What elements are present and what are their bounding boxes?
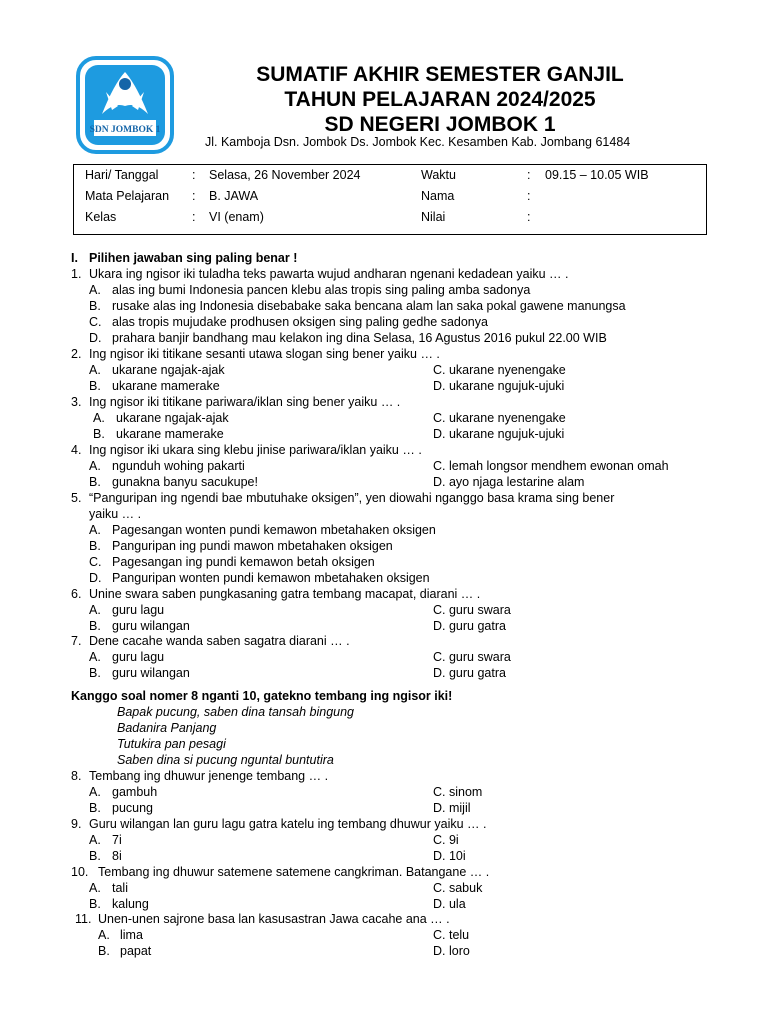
option-letter: B. bbox=[89, 849, 101, 863]
option-letter: A. bbox=[89, 785, 101, 799]
option-c: C. sabuk bbox=[433, 881, 483, 895]
option-letter: A. bbox=[89, 363, 101, 377]
option-letter: B. bbox=[89, 619, 101, 633]
option-letter: B. bbox=[89, 539, 101, 553]
question-number: 4. bbox=[71, 443, 82, 457]
option-letter: B. bbox=[89, 475, 101, 489]
question-text: Unine swara saben pungkasaning gatra tembang macapat, diarani … . bbox=[89, 587, 481, 601]
option-b: rusake alas ing Indonesia disebabake saka bencana alam lan saka pokal gawene manungsa bbox=[112, 299, 626, 313]
option-letter: A. bbox=[89, 523, 101, 537]
option-c: C. ukarane nyenengake bbox=[433, 363, 566, 377]
time-value: 09.15 – 10.05 WIB bbox=[545, 168, 649, 182]
option-letter: C. bbox=[89, 315, 102, 329]
question-text: “Panguripan ing ngendi bae mbutuhake oksigen”, yen diowahi nganggo basa krama sing bener bbox=[89, 491, 615, 505]
option-b: gunakna banyu sacukupe! bbox=[112, 475, 258, 489]
day-value: Selasa, 26 November 2024 bbox=[209, 168, 361, 182]
question-text: Unen-unen sajrone basa lan kasusastran Jawa cacahe ana … . bbox=[98, 912, 450, 926]
school-header bbox=[190, 62, 690, 137]
option-letter: A. bbox=[98, 928, 110, 942]
option-b: pucung bbox=[112, 801, 154, 815]
day-sep: : bbox=[192, 168, 196, 182]
option-b: kalung bbox=[112, 897, 149, 911]
score-field[interactable]: : bbox=[527, 210, 531, 224]
poem-instruction: Kanggo soal nomer 8 nganti 10, gatekno tembang ing ngisor iki! bbox=[71, 689, 453, 703]
option-c: C. guru swara bbox=[433, 650, 511, 664]
option-b: Panguripan ing pundi mawon mbetahaken oksigen bbox=[112, 539, 393, 553]
question-number: 1. bbox=[71, 267, 82, 281]
option-a: guru lagu bbox=[112, 650, 165, 664]
option-letter: A. bbox=[89, 283, 101, 297]
option-letter: B. bbox=[93, 427, 105, 441]
option-letter: B. bbox=[98, 944, 110, 958]
option-letter: D. bbox=[89, 331, 102, 345]
poem-line: Bapak pucung, saben dina tansah bingung bbox=[117, 705, 354, 719]
subject-value: B. JAWA bbox=[209, 189, 259, 203]
option-c: C. sinom bbox=[433, 785, 483, 799]
academic-year: TAHUN PELAJARAN 2024/2025 bbox=[284, 88, 596, 111]
option-c: C. 9i bbox=[433, 833, 459, 847]
option-c: C. lemah longsor mendhem ewonan omah bbox=[433, 459, 669, 473]
option-letter: B. bbox=[89, 666, 101, 680]
option-b: ukarane mamerake bbox=[112, 379, 220, 393]
question-text-cont: yaiku … . bbox=[89, 507, 142, 521]
exam-title: SUMATIF AKHIR SEMESTER GANJIL bbox=[256, 63, 624, 86]
option-letter: B. bbox=[89, 299, 101, 313]
option-b: guru wilangan bbox=[112, 619, 190, 633]
question-number: 2. bbox=[71, 347, 82, 361]
option-a: lima bbox=[120, 928, 143, 942]
section-number: I. bbox=[71, 251, 78, 265]
exam-info-table bbox=[73, 164, 707, 235]
class-sep: : bbox=[192, 210, 196, 224]
question-number: 11. bbox=[75, 912, 92, 926]
school-logo bbox=[74, 54, 176, 158]
name-field[interactable]: : bbox=[527, 189, 531, 203]
logo-text: SDN JOMBOK 1 bbox=[89, 125, 161, 135]
option-a: gambuh bbox=[112, 785, 158, 799]
subject-label: Mata Pelajaran bbox=[85, 189, 170, 203]
poem-line: Badanira Panjang bbox=[117, 721, 217, 735]
time-sep: : bbox=[527, 168, 531, 182]
option-letter: B. bbox=[89, 801, 101, 815]
option-b: guru wilangan bbox=[112, 666, 190, 680]
class-value: VI (enam) bbox=[209, 210, 264, 224]
option-a: 7i bbox=[112, 833, 122, 847]
option-c: C. guru swara bbox=[433, 603, 511, 617]
class-label: Kelas bbox=[85, 210, 117, 224]
option-c: C. telu bbox=[433, 928, 470, 942]
option-letter: A. bbox=[89, 459, 101, 473]
option-d: Panguripan wonten pundi kemawon mbetahaken oksigen bbox=[112, 571, 430, 585]
question-text: Tembang ing dhuwur jenenge tembang … . bbox=[89, 769, 329, 783]
poem-line: Saben dina si pucung nguntal buntutira bbox=[117, 753, 334, 767]
question-text: Dene cacahe wanda saben sagatra diarani … . bbox=[89, 634, 350, 648]
option-d: D. ayo njaga lestarine alam bbox=[433, 475, 585, 489]
score-label: Nilai bbox=[421, 210, 446, 224]
option-letter: B. bbox=[89, 897, 101, 911]
question-number: 5. bbox=[71, 491, 82, 505]
option-b: papat bbox=[120, 944, 152, 958]
option-a: guru lagu bbox=[112, 603, 165, 617]
option-b: 8i bbox=[112, 849, 122, 863]
question-number: 9. bbox=[71, 817, 82, 831]
question-text: Ing ngisor iki titikane sesanti utawa slogan sing bener yaiku … . bbox=[89, 347, 440, 361]
option-d: D. guru gatra bbox=[433, 619, 506, 633]
question-number: 8. bbox=[71, 769, 82, 783]
option-c: alas tropis mujudake prodhusen oksigen sing paling gedhe sadonya bbox=[112, 315, 488, 329]
option-d: D. ukarane ngujuk-ujuki bbox=[433, 427, 565, 441]
option-letter: A. bbox=[89, 603, 101, 617]
option-letter: D. bbox=[89, 571, 102, 585]
option-c: Pagesangan ing pundi kemawon betah oksigen bbox=[112, 555, 375, 569]
poem-line: Tutukira pan pesagi bbox=[117, 737, 226, 751]
question-text: Guru wilangan lan guru lagu gatra katelu ing tembang dhuwur yaiku … . bbox=[89, 817, 487, 831]
option-a: alas ing bumi Indonesia pancen klebu alas tropis sing paling amba sadonya bbox=[112, 283, 531, 297]
option-a: Pagesangan wonten pundi kemawon mbetahaken oksigen bbox=[112, 523, 436, 537]
option-a: tali bbox=[112, 881, 128, 895]
section-title: Pilihen jawaban sing paling benar ! bbox=[89, 251, 298, 265]
option-d: D. 10i bbox=[433, 849, 466, 863]
question-text: Ing ngisor iki ukara sing klebu jinise pariwara/iklan yaiku … . bbox=[89, 443, 422, 457]
option-a: ngunduh wohing pakarti bbox=[112, 459, 245, 473]
option-a: ukarane ngajak-ajak bbox=[116, 411, 229, 425]
question-text: Ing ngisor iki titikane pariwara/iklan sing bener yaiku … . bbox=[89, 395, 401, 409]
option-letter: A. bbox=[93, 411, 105, 425]
option-letter: C. bbox=[89, 555, 102, 569]
option-b: ukarane mamerake bbox=[116, 427, 224, 441]
time-label: Waktu bbox=[421, 168, 456, 182]
question-number: 3. bbox=[71, 395, 82, 409]
name-label: Nama bbox=[421, 189, 455, 203]
option-c: C. ukarane nyenengake bbox=[433, 411, 566, 425]
option-letter: A. bbox=[89, 833, 101, 847]
question-text: Ukara ing ngisor iki tuladha teks pawarta wujud andharan ngenani kedadean yaiku … . bbox=[89, 267, 569, 281]
question-number: 10. bbox=[71, 865, 89, 879]
question-number: 7. bbox=[71, 634, 82, 648]
option-letter: A. bbox=[89, 650, 101, 664]
option-d: D. loro bbox=[433, 944, 470, 958]
option-d: prahara banjir bandhang mau kelakon ing dina Selasa, 16 Agustus 2016 pukul 22.00 WIB bbox=[112, 331, 607, 345]
option-a: ukarane ngajak-ajak bbox=[112, 363, 225, 377]
option-d: D. mijil bbox=[433, 801, 471, 815]
day-label: Hari/ Tanggal bbox=[85, 168, 159, 182]
school-address: Jl. Kamboja Dsn. Jombok Ds. Jombok Kec. Kesamben Kab. Jombang 61484 bbox=[205, 135, 631, 149]
option-letter: B. bbox=[89, 379, 101, 393]
school-name: SD NEGERI JOMBOK 1 bbox=[324, 113, 556, 136]
question-number: 6. bbox=[71, 587, 82, 601]
subject-sep: : bbox=[192, 189, 196, 203]
option-letter: A. bbox=[89, 881, 101, 895]
question-text: Tembang ing dhuwur satemene satemene cangkriman. Batangane … . bbox=[98, 865, 490, 879]
option-d: D. ula bbox=[433, 897, 466, 911]
option-d: D. ukarane ngujuk-ujuki bbox=[433, 379, 565, 393]
option-d: D. guru gatra bbox=[433, 666, 506, 680]
